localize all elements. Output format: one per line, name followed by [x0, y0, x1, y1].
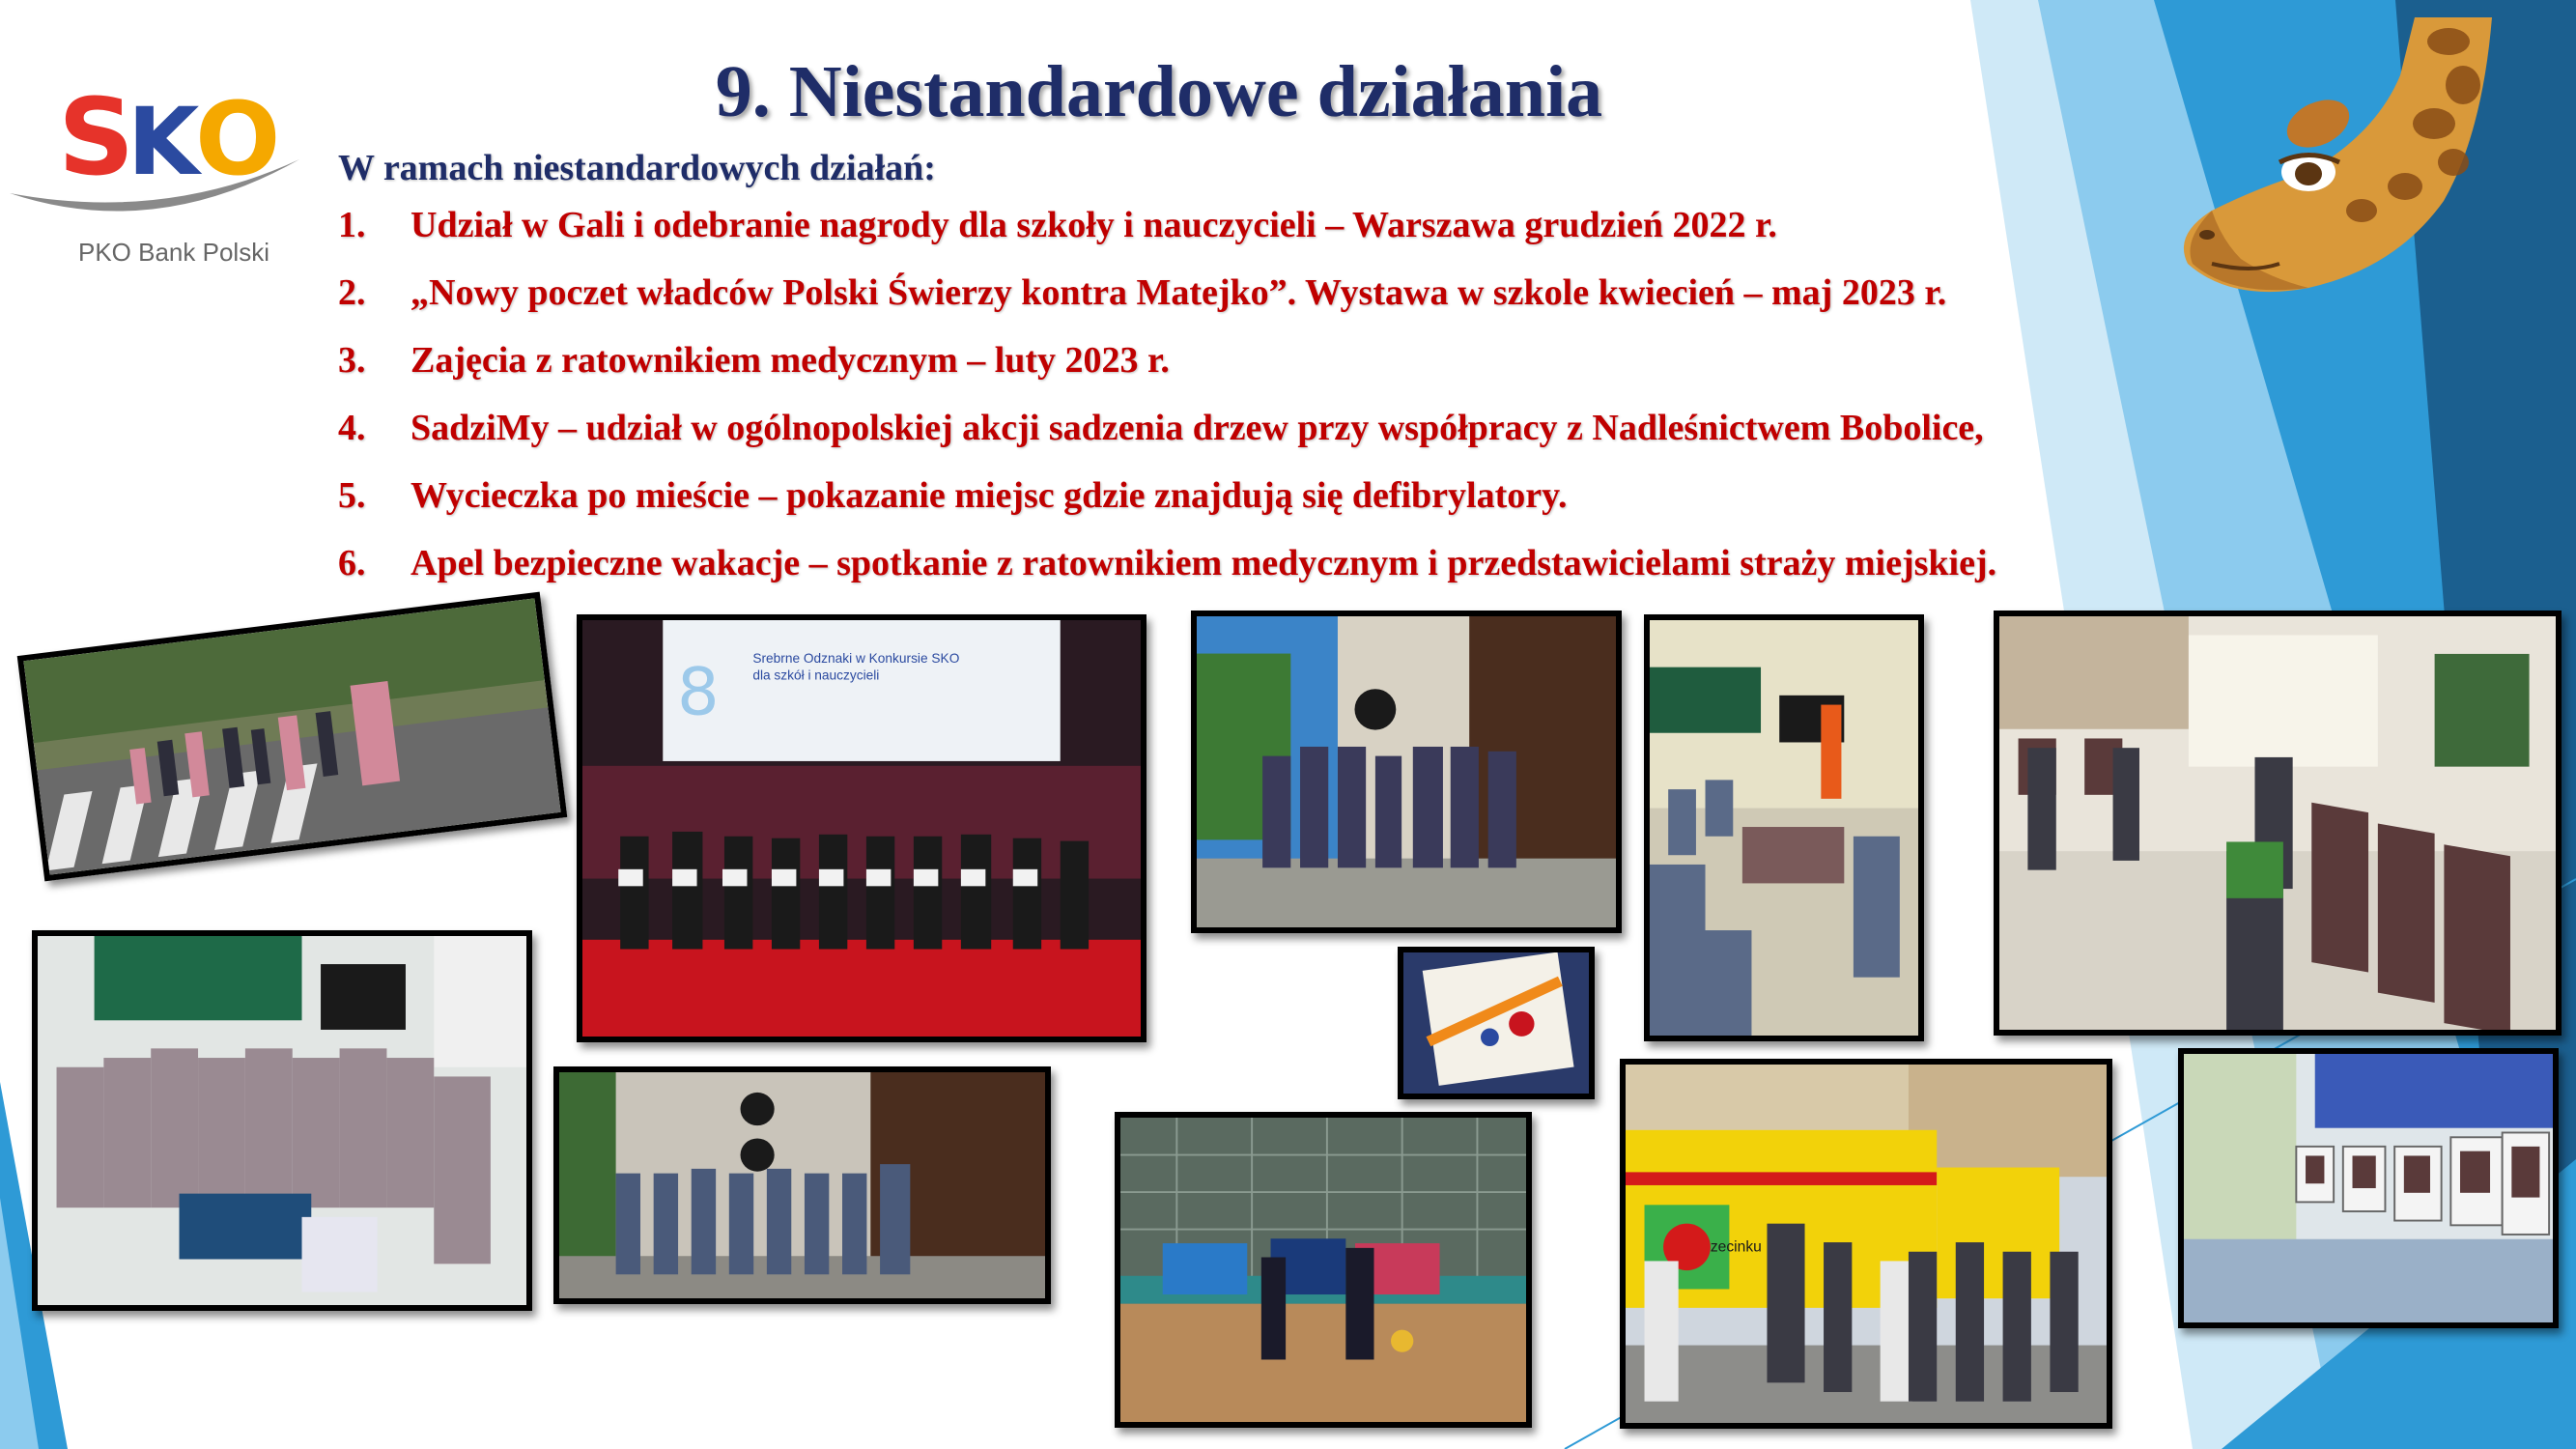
list-item	[338, 471, 1996, 539]
list-item	[338, 269, 1996, 336]
photo-gala-stage	[577, 614, 1146, 1042]
gala-screen-text-2: dla szkół i nauczycieli	[752, 668, 880, 683]
photo-building-group	[553, 1066, 1051, 1304]
activity-list	[338, 201, 1996, 607]
svg-text:8: 8	[676, 654, 720, 731]
item-text: SadziMy – udział w ogólnopolskiej akcji sadzenia drzew przy współpracy z Nadleśnictwem Bobolice,	[410, 408, 1984, 448]
item-number: 5.	[338, 475, 366, 516]
item-text: Wycieczka po mieście – pokazanie miejsc gdzie znajdują się defibrylatory.	[410, 475, 1568, 516]
item-text: Udział w Gali i odebranie nagrody dla szkoły i nauczycieli – Warszawa grudzień 2022 r.	[410, 205, 1777, 245]
giraffe-illustration	[2173, 17, 2550, 307]
photo-ambulance	[1620, 1059, 2112, 1429]
logo-letter-s: S	[58, 75, 135, 199]
subtitle: W ramach niestandardowych działań:	[338, 148, 936, 188]
photo-defibrillator-group	[1191, 611, 1622, 933]
page-title: 9. Niestandardowe działania	[715, 51, 1603, 132]
list-item	[338, 201, 1996, 269]
logo-caption: PKO Bank Polski	[78, 238, 269, 267]
item-text: „Nowy poczet władców Polski Świerzy kontra Matejko”. Wystawa w szkole kwiecień – maj 2023 r.	[410, 272, 1947, 313]
list-item	[338, 539, 1996, 607]
logo-letter-o: O	[195, 80, 281, 198]
photo-exhibition-hallway	[2178, 1048, 2559, 1328]
item-number: 3.	[338, 340, 366, 381]
item-number: 1.	[338, 205, 366, 245]
gala-screen-text-1: Srebrne Odznaki w Konkursie SKO	[752, 650, 960, 666]
logo-letter-k: K	[127, 88, 200, 196]
ambulance-text: zecinku	[1710, 1238, 1762, 1256]
item-number: 2.	[338, 272, 366, 313]
photo-class-group	[32, 930, 532, 1311]
item-text: Zajęcia z ratownikiem medycznym – luty 2023 r.	[410, 340, 1170, 381]
item-number: 4.	[338, 408, 366, 448]
photo-medic-classroom	[1644, 614, 1924, 1041]
photo-flyer	[1398, 947, 1595, 1099]
list-item	[338, 336, 1996, 404]
item-text: Apel bezpieczne wakacje – spotkanie z ratownikiem medycznym i przedstawicielami straży miejskiej.	[410, 543, 1997, 583]
photo-gym-presentation	[1115, 1112, 1532, 1428]
list-item	[338, 404, 1996, 471]
photo-exhibition-kids	[1994, 611, 2562, 1036]
item-number: 6.	[338, 543, 366, 583]
